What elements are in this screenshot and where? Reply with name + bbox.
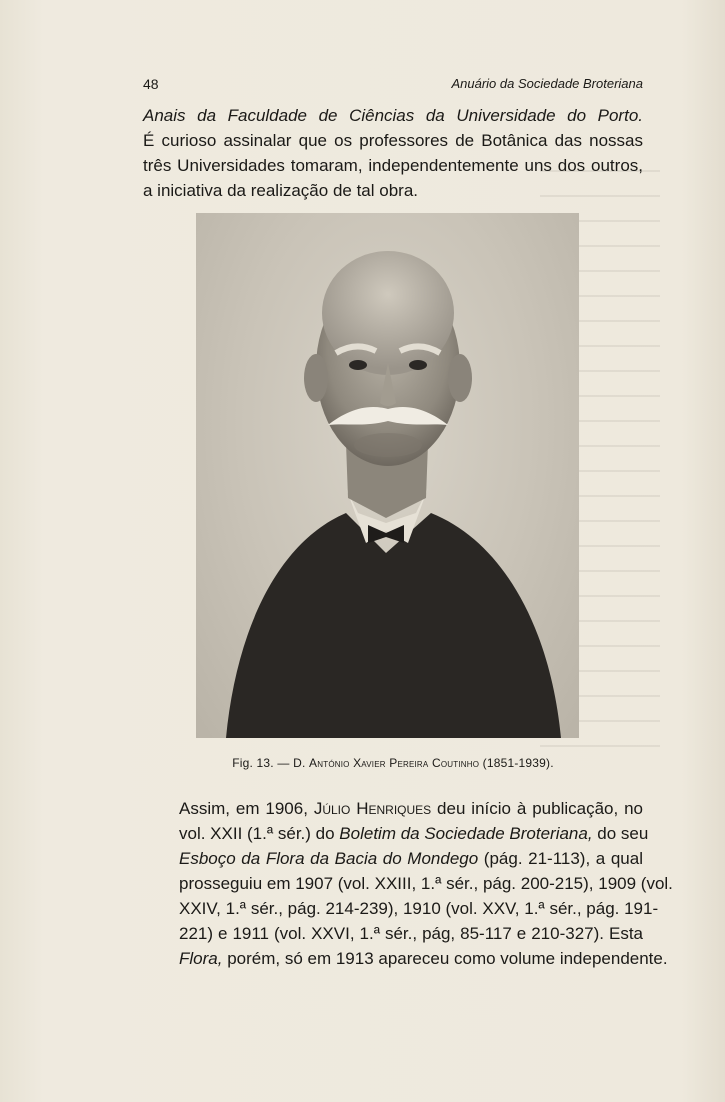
caption-suffix: (1851-1939). xyxy=(479,756,554,770)
caption-prefix: Fig. 13. — D. xyxy=(232,756,310,770)
text-line: XXIV, 1.ª sér., pág. 214-239), 1910 (vol. XXV, 1.ª sér., pág. 191- xyxy=(179,899,659,918)
text-line: três Universidades tomaram, independentemente uns dos outros, xyxy=(143,156,643,175)
text-line: Assim, em 1906, Júlio Henriques deu início à publicação, no xyxy=(179,799,644,818)
portrait-photograph xyxy=(196,213,579,738)
text-line: 221) e 1911 (vol. XXVI, 1.ª sér., pág, 85-117 e 210-327). Esta xyxy=(179,924,643,943)
text-line: É curioso assinalar que os professores de Botânica das nossas xyxy=(143,131,643,150)
running-title: Anuário da Sociedade Broteriana xyxy=(451,76,643,91)
work-title: Esboço da Flora da Bacia do Mondego xyxy=(179,849,479,868)
work-title-short: Flora, xyxy=(179,949,223,968)
figure-caption xyxy=(143,756,643,770)
portrait-image xyxy=(196,213,579,738)
journal-title: Boletim da Sociedade Broteriana, xyxy=(339,824,593,843)
caption-name: António Xavier Pereira Coutinho xyxy=(309,756,480,770)
paragraph-body xyxy=(143,796,673,971)
author-name: Júlio Henriques xyxy=(313,799,432,818)
text-line: Flora, porém, só em 1913 apareceu como volume independente. xyxy=(179,949,668,968)
page-number: 48 xyxy=(143,76,159,92)
text-line: Anais da Faculdade de Ciências da Universidade do Porto. xyxy=(143,106,643,125)
text-line: Esboço da Flora da Bacia do Mondego (pág. 21-113), a qual xyxy=(179,849,643,868)
paragraph-intro xyxy=(143,103,643,203)
text-line: prosseguiu em 1907 (vol. XXIII, 1.ª sér., pág. 200-215), 1909 (vol. xyxy=(179,874,673,893)
page-header xyxy=(143,76,643,98)
text-line: vol. XXII (1.ª sér.) do Boletim da Sociedade Broteriana, do seu xyxy=(179,824,649,843)
text-line: a iniciativa da realização de tal obra. xyxy=(143,181,418,200)
